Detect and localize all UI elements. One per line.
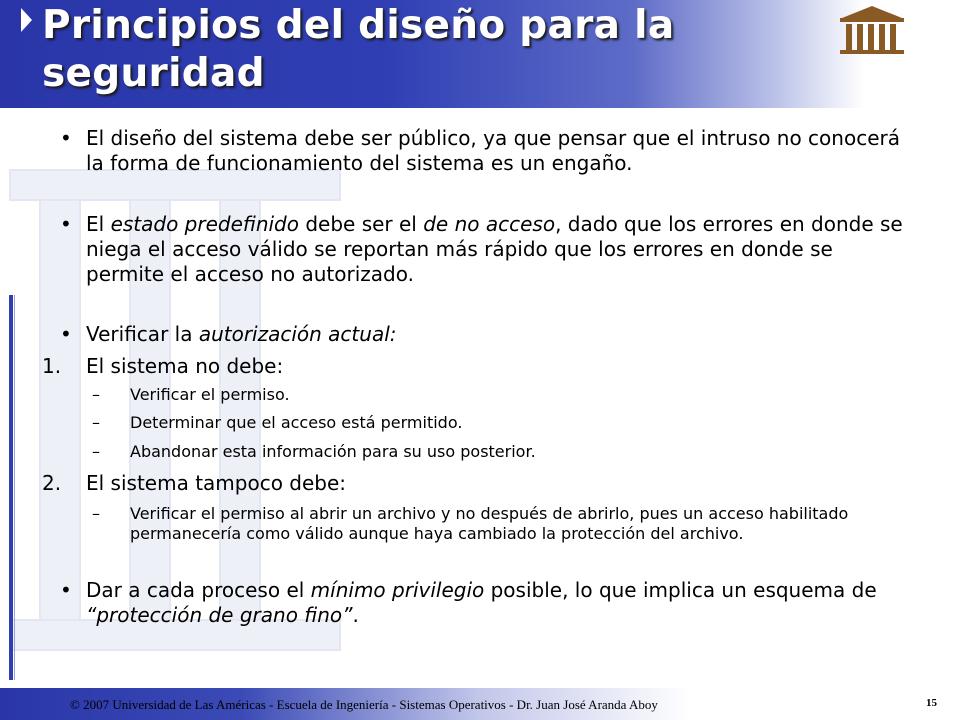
slide-title: Principios del diseño para la seguridad [42,3,675,96]
sub-bullet-text: Abandonar esta información para su uso posterior. [130,442,536,461]
bullet-text [86,212,916,287]
bullet-marker: • [60,322,72,346]
numbered-text: El sistema tampoco debe: [86,471,347,495]
dash-marker: – [92,385,100,404]
left-accent-line [14,295,15,680]
text-run: Verificar la [86,322,199,346]
dash-marker: – [92,413,100,432]
bullet-marker: • [60,578,72,602]
emphasis-text: estado predefinido [110,212,299,236]
emphasis-text: “protección de grano fino” [86,603,353,627]
number-marker: 2. [42,471,62,495]
emphasis-text: mínimo privilegio [310,578,485,602]
university-logo-icon [790,4,955,100]
bullet-text [86,322,916,347]
text-run: El [86,212,111,236]
numbered-text: El sistema no debe: [86,354,284,378]
title-arrow-icon [21,8,32,32]
bullet-text [86,578,916,628]
bullet-marker: • [60,212,72,236]
text-run: Dar a cada proceso el [86,578,311,602]
left-accent-bar [9,295,13,680]
text-run: . [352,603,359,627]
bullet-marker: • [60,126,72,150]
text-run: debe ser el [298,212,424,236]
sub-bullet-text: Verificar el permiso al abrir un archivo y no después de abrirlo, pues un acceso habilitado permanecería como válido aunque haya cambiado la protección del archivo. [130,504,849,543]
footer-text: © 2007 Universidad de Las Américas - Escuela de Ingeniería - Sistemas Operativos - Dr. Juan José Aranda Aboy [70,697,658,712]
number-marker: 1. [42,354,62,378]
emphasis-text: autorización actual: [198,322,397,346]
text-run: , dado que los errores en donde se niega el acceso válido se reportan más rápido que los errores en donde se permite el acceso no autorizado. [86,212,903,286]
page-number: 15 [926,697,937,709]
sub-bullet-text: Determinar que el acceso está permitido. [130,413,463,432]
text-run: posible, lo que implica un esquema de [484,578,877,602]
emphasis-text: de no acceso [423,212,556,236]
dash-marker: – [92,442,100,461]
sub-bullet-text: Verificar el permiso. [130,385,290,404]
bullet-text: El diseño del sistema debe ser público, ya que pensar que el intruso no conocerá la forma de funcionamiento del sistema es un engaño. [86,126,900,175]
dash-marker: – [92,504,100,523]
